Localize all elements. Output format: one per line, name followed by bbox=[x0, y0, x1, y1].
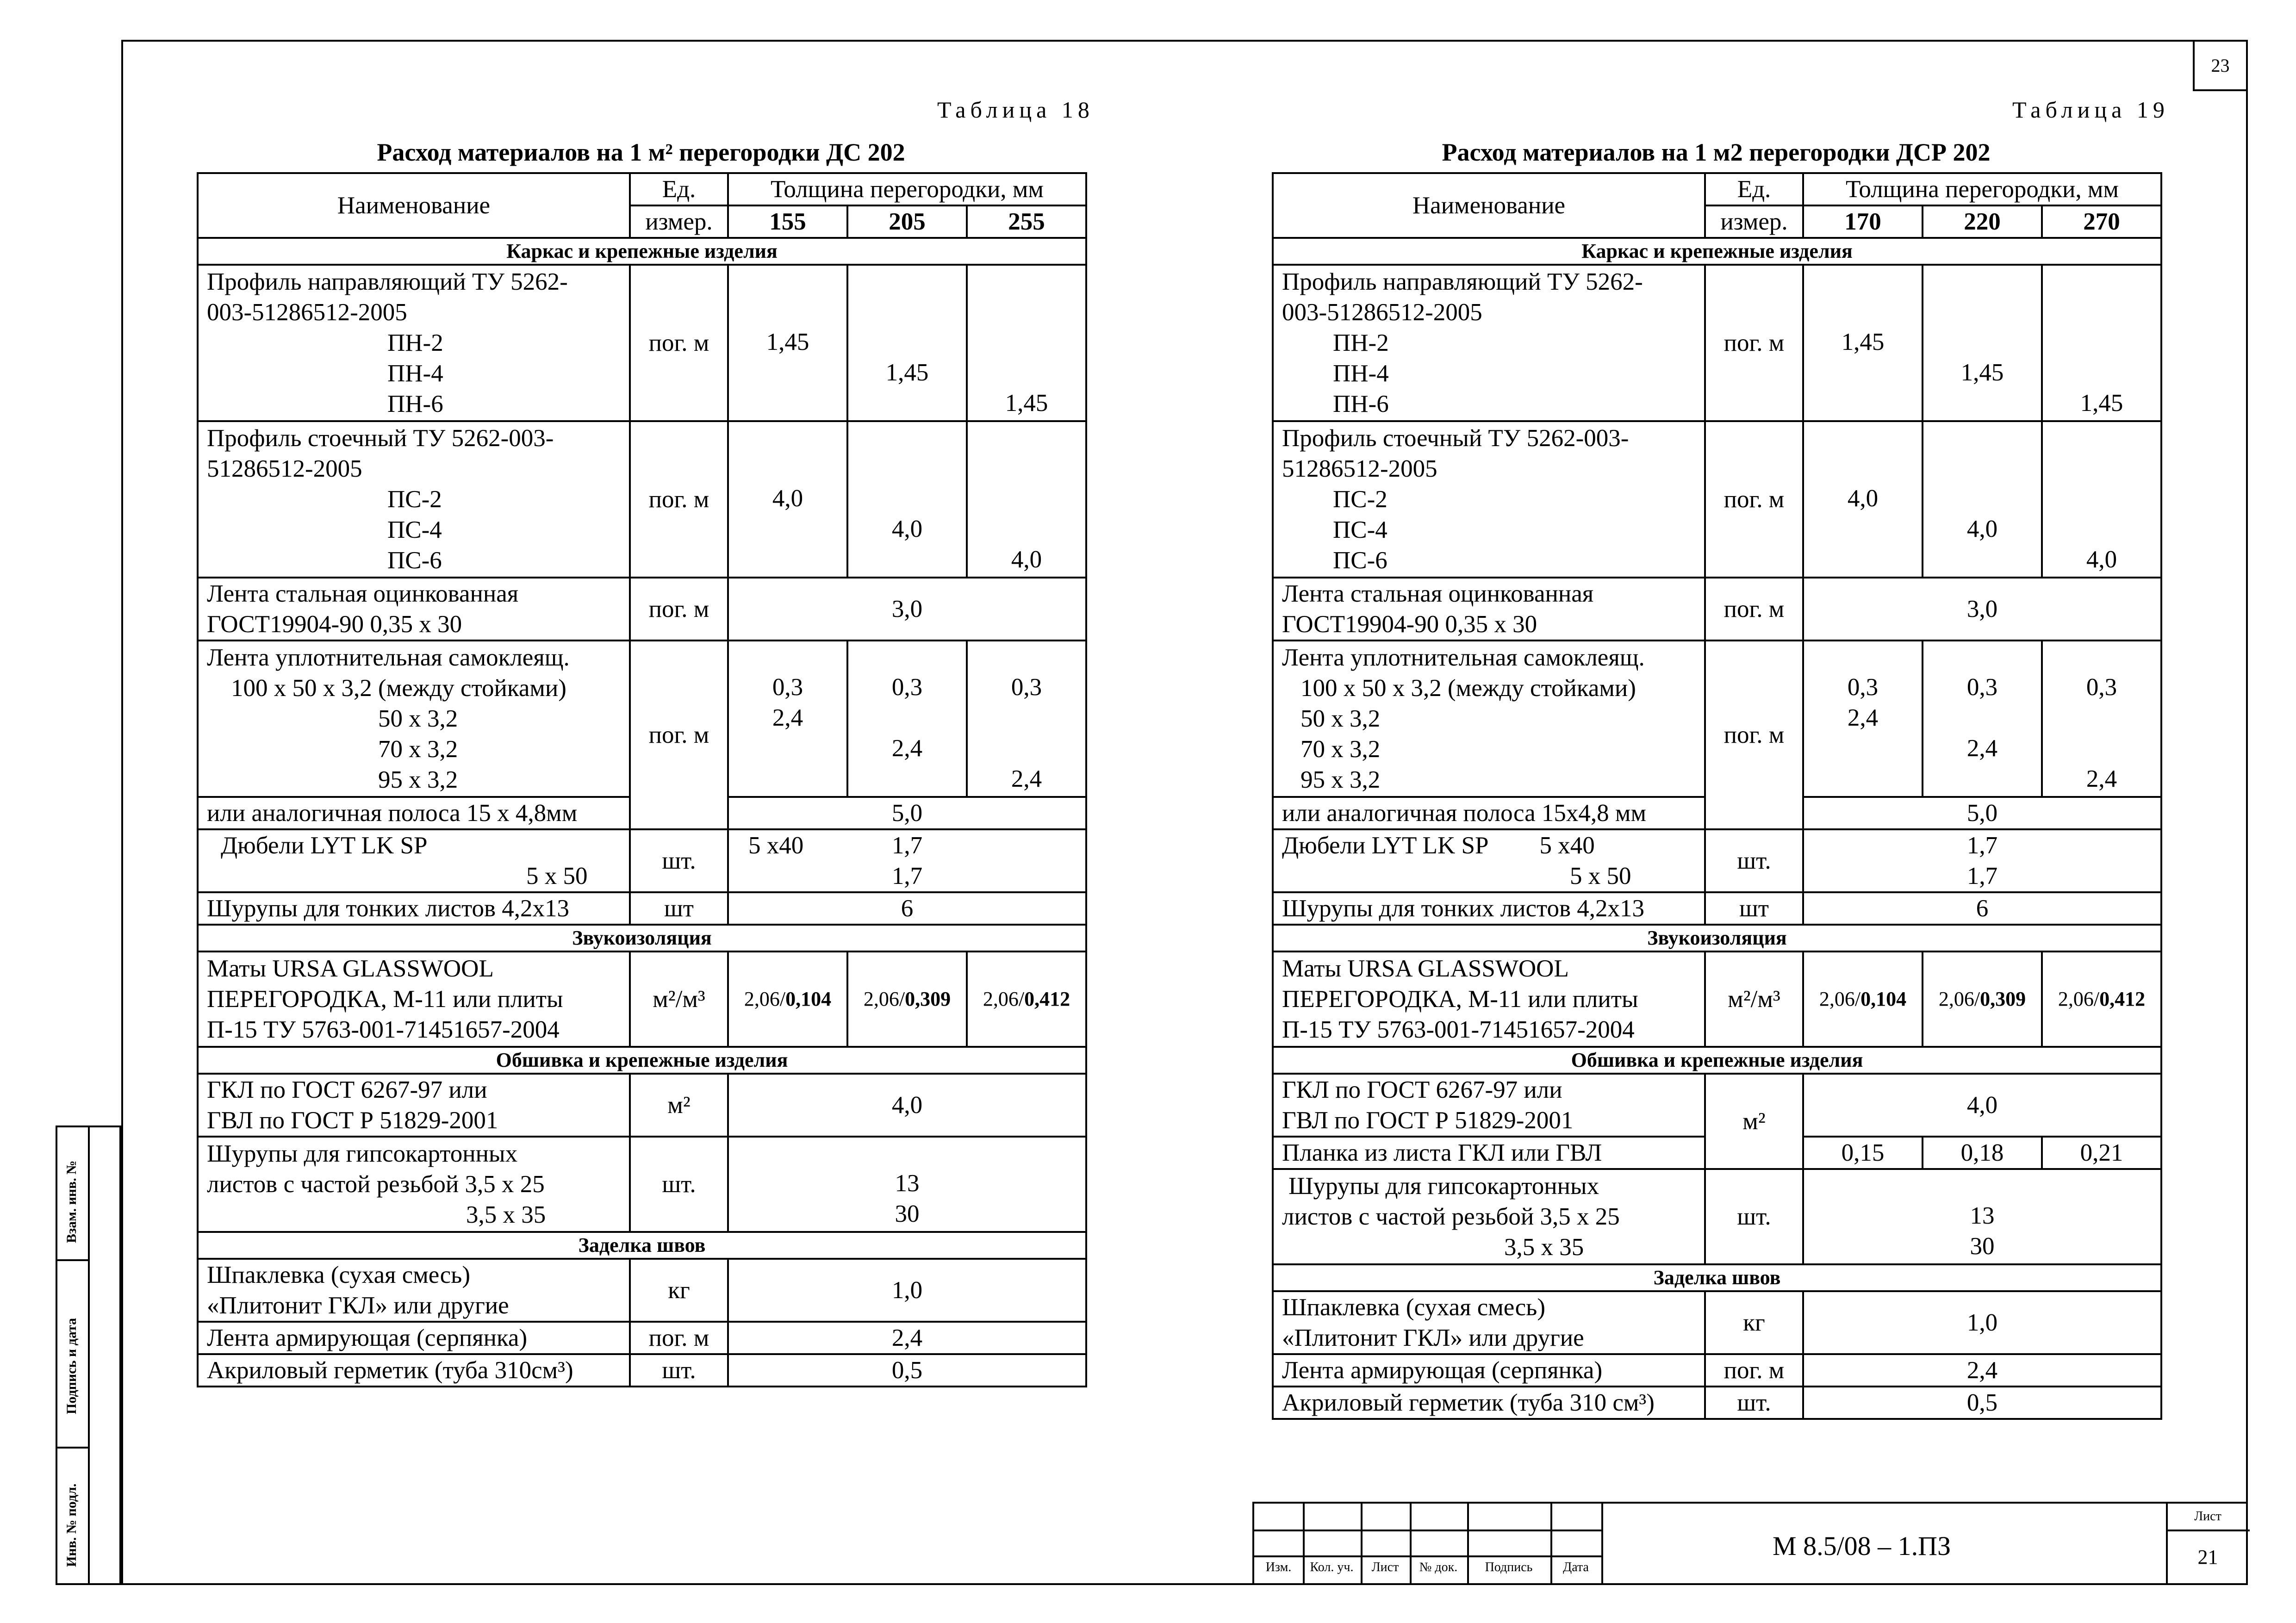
section-frame: Каркас и крепежные изделия bbox=[198, 238, 1086, 265]
row-screws-thin: Шурупы для тонких листов 4,2х13 bbox=[1273, 892, 1705, 925]
materials-table-19: Наименование Ед. Толщина перегородки, мм измер. 170 220 270 Каркас и крепежные изделия Профиль направляющий ТУ 5262- 003-51286512-2005 ПН-2 ПН-4 ПН-6 пог. м 1,45 1,45 1,45 Профиль стоечный ТУ 5262-003- 51286512-2005 ПС-2 ПС-4 ПС-6 пог. м 4,0 4,0 4,0 Лента стальная оцинкованная ГОСТ19904-90 0,35 х 30 пог. м 3,0 Лента уплотнительная самоклеящ. 100 х 50 х 3,2 (между стойками) 50 х 3,2 70 х 3,2 95 х 3,2 пог. м 0,3 2,4 0,3 2,4 0,3 2,4 или аналогичная полоса 15х4,8 мм 5,0 Дюбели LYT LK SP 5 х40 5 х 50 шт. 1,7 1,7 Шурупы для тонких листов 4,2х13 шт 6 Звукоизоляция Маты URSA GLASSWOOL ПЕРЕГОРОДКА, М-11 или плиты П-15 ТУ 5763-001-71451657-2004 м²/м³ 2,06/0,104 2,06/0,309 2,06/0,412 Обшивка и крепежные изделия ГКЛ по ГОСТ 6267-97 или ГВЛ по ГОСТ Р 51829-2001 м² 4,0 Планка из листа ГКЛ или ГВЛ 0,15 0,18 0,21 Шурупы для гипсокартонных листов с частой резьбой 3,5 х 25 3,5 х 35 шт. 13 30 Заделка швов Шпаклевка (сухая смесь) «Плитонит ГКЛ» или другие кг 1,0 Лента армирующая (серпянка) пог. м 2,4 Акриловый герметик (туба 310 см³) шт. 0,5 bbox=[1272, 172, 2162, 1420]
header-name: Наименование bbox=[1273, 173, 1705, 238]
row-mats: Маты URSA GLASSWOOL ПЕРЕГОРОДКА, М-11 или плиты П-15 ТУ 5763-001-71451657-2004 bbox=[1273, 951, 1705, 1047]
materials-table-18: Наименование Ед. Толщина перегородки, мм измер. 155 205 255 Каркас и крепежные изделия Профиль направляющий ТУ 5262- 003-51286512-2005 ПН-2 ПН-4 ПН-6 пог. м 1,45 1,45 1,45 Профиль стоечный ТУ 5262-003- 51286512-2005 ПС-2 ПС-4 ПС-6 пог. м 4,0 4,0 4,0 Лента стальная оцинкованная ГОСТ19904-90 0,35 х 30 пог. м 3,0 Лента уплотнительная самоклеящ. 100 х 50 х 3,2 (между стойками) 50 х 3,2 70 х 3,2 95 х 3,2 пог. м 0,3 2,4 0,3 2,4 0,3 2,4 или аналогичная полоса 15 х 4,8мм 5,0 Дюбели LYT LK SP 5 х40 5 х 50 шт. 1,7 1,7 Шурупы для тонких листов 4,2х13 шт 6 Звукоизоляция Маты URSA GLASSWOOL ПЕРЕГОРОДКА, М-11 или плиты П-15 ТУ 5763-001-71451657-2004 м²/м³ 2,06/0,104 2,06/0,309 2,06/0,412 Обшивка и крепежные изделия ГКЛ по ГОСТ 6267-97 или ГВЛ по ГОСТ Р 51829-2001 м² 4,0 Шурупы для гипсокартонных листов с частой резьбой 3,5 х 25 3,5 х 35 шт. 13 30 Заделка швов Шпаклевка (сухая смесь) «Плитонит ГКЛ» или другие кг 1,0 Лента армирующая (серпянка) пог. м 2,4 Акриловый герметик (туба 310см³) шт. 0,5 bbox=[197, 172, 1087, 1387]
header-unit: Ед. bbox=[1705, 173, 1803, 205]
table-label: Таблица 18 bbox=[937, 97, 1094, 123]
stamp-inv-original: Инв. № подл. bbox=[64, 1483, 79, 1567]
document-code: М 8.5/08 – 1.ПЗ bbox=[1773, 1531, 1951, 1561]
header-unit2: измер. bbox=[1705, 205, 1803, 238]
section-sheathing: Обшивка и крепежные изделия bbox=[198, 1047, 1086, 1074]
header-t3: 270 bbox=[2042, 205, 2161, 238]
header-thickness: Толщина перегородки, мм bbox=[1803, 173, 2161, 205]
tb-list: Лист bbox=[1371, 1560, 1399, 1574]
row-dowels: Дюбели LYT LK SP 5 х40 5 х 50 bbox=[1273, 829, 1705, 892]
row-putty: Шпаклевка (сухая смесь) «Плитонит ГКЛ» или другие bbox=[198, 1259, 630, 1322]
section-frame: Каркас и крепежные изделия bbox=[1273, 238, 2161, 265]
section-joints: Заделка швов bbox=[198, 1232, 1086, 1259]
row-profile-pn: Профиль направляющий ТУ 5262- 003-51286512-2005 ПН-2 ПН-4 ПН-6 bbox=[198, 265, 630, 421]
row-gkl: ГКЛ по ГОСТ 6267-97 или ГВЛ по ГОСТ Р 51829-2001 bbox=[1273, 1074, 1705, 1137]
table-title: Расход материалов на 1 м2 перегородки ДСР 202 bbox=[1442, 138, 1991, 166]
row-steel-tape: Лента стальная оцинкованная ГОСТ19904-90 0,35 х 30 bbox=[198, 578, 630, 640]
row-putty: Шпаклевка (сухая смесь) «Плитонит ГКЛ» или другие bbox=[1273, 1291, 1705, 1354]
tb-izm: Изм. bbox=[1265, 1560, 1292, 1574]
row-dowels: Дюбели LYT LK SP 5 х40 5 х 50 bbox=[198, 829, 630, 892]
page-number-top: 23 bbox=[2193, 40, 2248, 91]
row-profile-ps: Профиль стоечный ТУ 5262-003- 51286512-2005 ПС-2 ПС-4 ПС-6 bbox=[1273, 421, 1705, 578]
table-title: Расход материалов на 1 м² перегородки ДС 202 bbox=[377, 138, 905, 166]
tb-podp: Подпись bbox=[1485, 1560, 1533, 1574]
tb-sheet-label: Лист bbox=[2194, 1509, 2221, 1524]
row-screws-gkl: Шурупы для гипсокартонных листов с частой резьбой 3,5 х 25 3,5 х 35 bbox=[1273, 1169, 1705, 1264]
header-t1: 170 bbox=[1803, 205, 1923, 238]
header-thickness: Толщина перегородки, мм bbox=[728, 173, 1086, 205]
header-t1: 155 bbox=[728, 205, 847, 238]
header-unit: Ед. bbox=[630, 173, 728, 205]
side-stamp bbox=[56, 1126, 121, 1585]
header-t2: 220 bbox=[1923, 205, 2042, 238]
section-sheathing: Обшивка и крепежные изделия bbox=[1273, 1047, 2161, 1074]
row-sealant: Акриловый герметик (туба 310 см³) bbox=[1273, 1387, 1705, 1419]
row-seal-tape: Лента уплотнительная самоклеящ. 100 х 50 х 3,2 (между стойками) 50 х 3,2 70 х 3,2 95 х 3,2 bbox=[1273, 640, 1705, 797]
section-sound: Звукоизоляция bbox=[1273, 925, 2161, 951]
section-sound: Звукоизоляция bbox=[198, 925, 1086, 951]
row-steel-tape: Лента стальная оцинкованная ГОСТ19904-90 0,35 х 30 bbox=[1273, 578, 1705, 640]
header-t3: 255 bbox=[967, 205, 1086, 238]
row-reinforcing-tape: Лента армирующая (серпянка) bbox=[198, 1322, 630, 1354]
stamp-signature-date: Подпись и дата bbox=[64, 1318, 79, 1414]
tb-sheet-number: 21 bbox=[2197, 1546, 2218, 1568]
table-label: Таблица 19 bbox=[2012, 97, 2169, 123]
header-t2: 205 bbox=[847, 205, 967, 238]
row-profile-ps: Профиль стоечный ТУ 5262-003- 51286512-2005 ПС-2 ПС-4 ПС-6 bbox=[198, 421, 630, 578]
row-screws-gkl: Шурупы для гипсокартонных листов с частой резьбой 3,5 х 25 3,5 х 35 bbox=[198, 1137, 630, 1232]
row-plank: Планка из листа ГКЛ или ГВЛ bbox=[1273, 1137, 1705, 1169]
tb-ndok: № док. bbox=[1419, 1560, 1458, 1574]
row-sealant: Акриловый герметик (туба 310см³) bbox=[198, 1354, 630, 1387]
row-screws-thin: Шурупы для тонких листов 4,2х13 bbox=[198, 892, 630, 925]
tb-kol: Кол. уч. bbox=[1310, 1560, 1354, 1574]
title-block bbox=[1252, 1502, 2248, 1585]
section-joints: Заделка швов bbox=[1273, 1264, 2161, 1291]
row-gkl: ГКЛ по ГОСТ 6267-97 или ГВЛ по ГОСТ Р 51829-2001 bbox=[198, 1074, 630, 1137]
header-name: Наименование bbox=[198, 173, 630, 238]
tb-data: Дата bbox=[1563, 1560, 1589, 1574]
stamp-replace-inv: Взам. инв. № bbox=[64, 1160, 79, 1243]
row-reinforcing-tape: Лента армирующая (серпянка) bbox=[1273, 1354, 1705, 1387]
row-seal-tape: Лента уплотнительная самоклеящ. 100 х 50 х 3,2 (между стойками) 50 х 3,2 70 х 3,2 95 х 3,2 bbox=[198, 640, 630, 797]
row-profile-pn: Профиль направляющий ТУ 5262- 003-51286512-2005 ПН-2 ПН-4 ПН-6 bbox=[1273, 265, 1705, 421]
row-mats: Маты URSA GLASSWOOL ПЕРЕГОРОДКА, М-11 или плиты П-15 ТУ 5763-001-71451657-2004 bbox=[198, 951, 630, 1047]
header-unit2: измер. bbox=[630, 205, 728, 238]
